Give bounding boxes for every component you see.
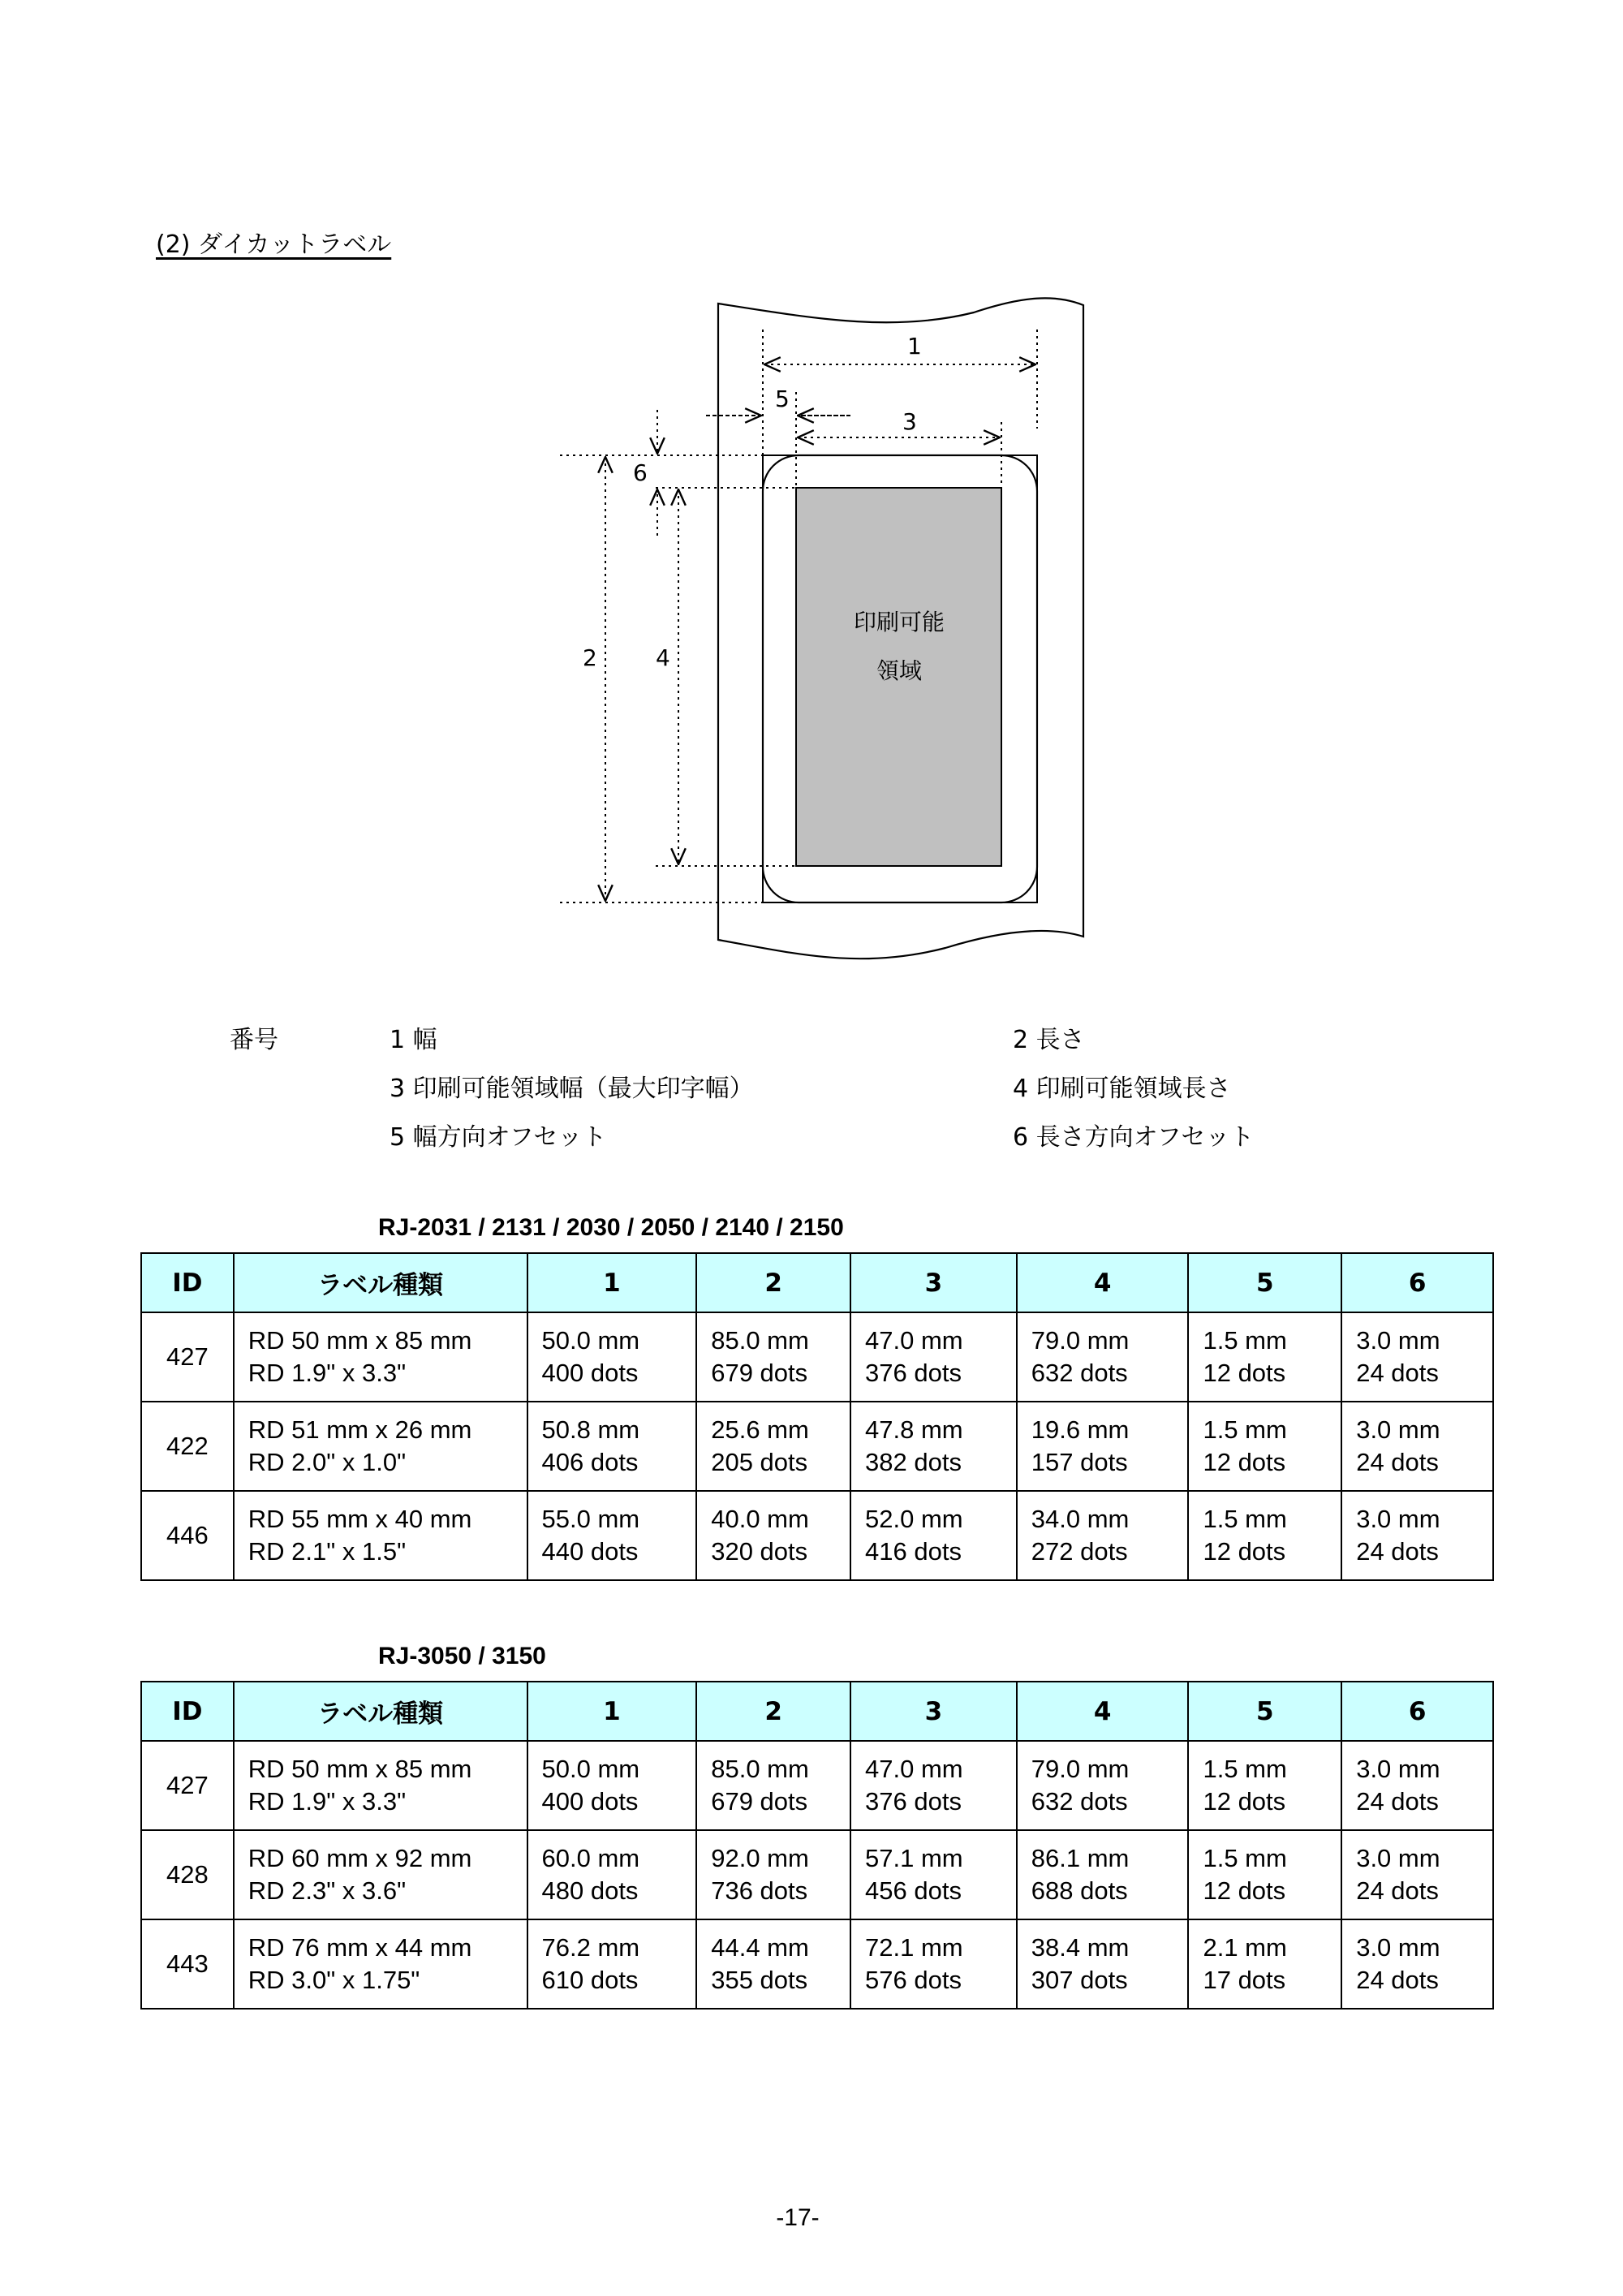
cell-line: 19.6 mm (1031, 1415, 1130, 1444)
value-cell (850, 1402, 1017, 1491)
cell-line: 12 dots (1203, 1876, 1286, 1905)
cell-line: 52.0 mm (865, 1505, 963, 1533)
cell-line: 610 dots (541, 1966, 639, 1994)
cell-line: 679 dots (711, 1787, 808, 1816)
cell-line: 1.5 mm (1203, 1326, 1287, 1355)
legend-item-1: 1 幅 (390, 1026, 437, 1054)
table-row (141, 1741, 1493, 1830)
cell-line: 3.0 mm (1356, 1755, 1440, 1783)
value-cell (527, 1830, 697, 1919)
cell-line: 55.0 mm (541, 1505, 640, 1533)
cell-line: 79.0 mm (1031, 1755, 1130, 1783)
cell-line: 679 dots (711, 1359, 808, 1387)
value-cell (1017, 1741, 1189, 1830)
value-cell (527, 1402, 697, 1491)
cell-line: RD 2.0" x 1.0" (248, 1448, 407, 1476)
cell-line: 24 dots (1356, 1448, 1439, 1476)
header-cell: 3 (850, 1682, 1017, 1741)
table-row (141, 1491, 1493, 1580)
cell-line: 25.6 mm (711, 1415, 809, 1444)
cell-line: 50.0 mm (541, 1326, 640, 1355)
cell-line: 157 dots (1031, 1448, 1128, 1476)
label-type-cell (234, 1830, 527, 1919)
dimension-4-label: 4 (656, 644, 670, 671)
cell-line: 60.0 mm (541, 1844, 640, 1872)
legend-item-4: 4 印刷可能領域長さ (1013, 1075, 1231, 1103)
id-cell: 443 (141, 1919, 234, 2009)
header-cell: 4 (1017, 1253, 1189, 1312)
cell-line: RD 1.9" x 3.3" (248, 1787, 407, 1816)
table-row (141, 1402, 1493, 1491)
cell-line: 50.8 mm (541, 1415, 640, 1444)
cell-line: 17 dots (1203, 1966, 1286, 1994)
dimension-1-label: 1 (907, 333, 922, 360)
cell-line: RD 1.9" x 3.3" (248, 1359, 407, 1387)
value-cell (527, 1312, 697, 1402)
value-cell (527, 1919, 697, 2009)
cell-line: 376 dots (865, 1787, 962, 1816)
cell-line: 24 dots (1356, 1359, 1439, 1387)
cell-line: 24 dots (1356, 1876, 1439, 1905)
cell-line: 2.1 mm (1203, 1933, 1287, 1962)
label-type-cell (234, 1741, 527, 1830)
value-cell (696, 1919, 850, 2009)
cell-line: 47.8 mm (865, 1415, 963, 1444)
value-cell (1188, 1491, 1341, 1580)
cell-line: 632 dots (1031, 1787, 1128, 1816)
header-cell: 1 (527, 1253, 697, 1312)
label-type-cell (234, 1919, 527, 2009)
dimension-3-label: 3 (902, 408, 917, 435)
value-cell (1341, 1491, 1493, 1580)
dimension-6-label: 6 (633, 459, 648, 486)
cell-line: 416 dots (865, 1537, 962, 1566)
cell-line: 40.0 mm (711, 1505, 809, 1533)
id-cell: 428 (141, 1830, 234, 1919)
cell-line: RD 3.0" x 1.75" (248, 1966, 420, 1994)
cell-line: 12 dots (1203, 1448, 1286, 1476)
value-cell (1188, 1830, 1341, 1919)
cell-line: 1.5 mm (1203, 1755, 1287, 1783)
cell-line: RD 2.1" x 1.5" (248, 1537, 407, 1566)
table-row (141, 1312, 1493, 1402)
cell-line: 47.0 mm (865, 1755, 963, 1783)
cell-line: 57.1 mm (865, 1844, 963, 1872)
value-cell (696, 1491, 850, 1580)
value-cell (850, 1741, 1017, 1830)
value-cell (1341, 1741, 1493, 1830)
header-cell: 5 (1188, 1253, 1341, 1312)
table-row (141, 1919, 1493, 2009)
cell-line: 400 dots (541, 1787, 639, 1816)
cell-line: 576 dots (865, 1966, 962, 1994)
printable-area-label-line1: 印刷可能 (853, 609, 945, 635)
cell-line: RD 60 mm x 92 mm (248, 1844, 472, 1872)
header-cell: ID (141, 1253, 234, 1312)
value-cell (1188, 1919, 1341, 2009)
label-type-cell (234, 1312, 527, 1402)
value-cell (1188, 1312, 1341, 1402)
value-cell (1341, 1830, 1493, 1919)
value-cell (696, 1830, 850, 1919)
cell-line: RD 55 mm x 40 mm (248, 1505, 472, 1533)
cell-line: 24 dots (1356, 1787, 1439, 1816)
value-cell (1341, 1919, 1493, 2009)
page-number: -17- (776, 2204, 820, 2231)
table-header-row (141, 1682, 1493, 1741)
cell-line: 1.5 mm (1203, 1844, 1287, 1872)
header-cell: ID (141, 1682, 234, 1741)
cell-line: 3.0 mm (1356, 1415, 1440, 1444)
cell-line: RD 76 mm x 44 mm (248, 1933, 472, 1962)
table-2-title: RJ-3050 / 3150 (378, 1643, 546, 1669)
value-cell (696, 1312, 850, 1402)
cell-line: 1.5 mm (1203, 1505, 1287, 1533)
cell-line: 44.4 mm (711, 1933, 809, 1962)
cell-line: 205 dots (711, 1448, 808, 1476)
cell-line: 72.1 mm (865, 1933, 963, 1962)
legend-item-5: 5 幅方向オフセット (390, 1123, 607, 1152)
printable-area-label-line2: 領域 (876, 657, 923, 684)
value-cell (696, 1741, 850, 1830)
cell-line: 50.0 mm (541, 1755, 640, 1783)
value-cell (1017, 1312, 1189, 1402)
header-cell: 6 (1341, 1253, 1493, 1312)
cell-line: 3.0 mm (1356, 1933, 1440, 1962)
cell-line: 400 dots (541, 1359, 639, 1387)
cell-line: 34.0 mm (1031, 1505, 1130, 1533)
cell-line: 406 dots (541, 1448, 639, 1476)
legend-heading: 番号 (230, 1026, 278, 1054)
cell-line: RD 50 mm x 85 mm (248, 1755, 472, 1783)
cell-line: 12 dots (1203, 1359, 1286, 1387)
table-2 (140, 1681, 1494, 2010)
cell-line: 480 dots (541, 1876, 639, 1905)
cell-line: 688 dots (1031, 1876, 1128, 1905)
legend-item-6: 6 長さ方向オフセット (1013, 1123, 1255, 1152)
value-cell (1341, 1402, 1493, 1491)
header-cell: 4 (1017, 1682, 1189, 1741)
cell-line: RD 2.3" x 3.6" (248, 1876, 407, 1905)
value-cell (850, 1312, 1017, 1402)
value-cell (850, 1919, 1017, 2009)
cell-line: 24 dots (1356, 1537, 1439, 1566)
cell-line: 3.0 mm (1356, 1326, 1440, 1355)
value-cell (850, 1491, 1017, 1580)
cell-line: 3.0 mm (1356, 1505, 1440, 1533)
table-1-title: RJ-2031 / 2131 / 2030 / 2050 / 2140 / 2150 (378, 1214, 844, 1241)
id-cell: 422 (141, 1402, 234, 1491)
cell-line: 85.0 mm (711, 1326, 809, 1355)
value-cell (1017, 1402, 1189, 1491)
cell-line: 85.0 mm (711, 1755, 809, 1783)
cell-line: 79.0 mm (1031, 1326, 1130, 1355)
header-cell: 3 (850, 1253, 1017, 1312)
cell-line: RD 50 mm x 85 mm (248, 1326, 472, 1355)
id-cell: 427 (141, 1741, 234, 1830)
value-cell (1188, 1741, 1341, 1830)
header-cell: 5 (1188, 1682, 1341, 1741)
cell-line: 92.0 mm (711, 1844, 809, 1872)
section-title: (2) ダイカットラベル (156, 230, 392, 259)
value-cell (527, 1491, 697, 1580)
header-cell: 1 (527, 1682, 697, 1741)
cell-line: 24 dots (1356, 1966, 1439, 1994)
value-cell (527, 1741, 697, 1830)
value-cell (696, 1402, 850, 1491)
cell-line: 38.4 mm (1031, 1933, 1130, 1962)
label-type-cell (234, 1491, 527, 1580)
dimension-2-label: 2 (583, 644, 597, 671)
cell-line: 307 dots (1031, 1966, 1128, 1994)
value-cell (1188, 1402, 1341, 1491)
cell-line: 12 dots (1203, 1787, 1286, 1816)
legend-item-3: 3 印刷可能領域幅（最大印字幅） (390, 1075, 754, 1103)
header-cell: 2 (696, 1253, 850, 1312)
value-cell (850, 1830, 1017, 1919)
value-cell (1017, 1491, 1189, 1580)
legend-item-2: 2 長さ (1013, 1026, 1085, 1054)
cell-line: 272 dots (1031, 1537, 1128, 1566)
cell-line: 736 dots (711, 1876, 808, 1905)
value-cell (1017, 1830, 1189, 1919)
cell-line: 1.5 mm (1203, 1415, 1287, 1444)
table-row (141, 1830, 1493, 1919)
cell-line: 47.0 mm (865, 1326, 963, 1355)
id-cell: 446 (141, 1491, 234, 1580)
cell-line: 3.0 mm (1356, 1844, 1440, 1872)
table-header-row (141, 1253, 1493, 1312)
header-cell: ラベル種類 (234, 1253, 527, 1312)
cell-line: 632 dots (1031, 1359, 1128, 1387)
header-cell: ラベル種類 (234, 1682, 527, 1741)
header-cell: 6 (1341, 1682, 1493, 1741)
cell-line: 355 dots (711, 1966, 808, 1994)
table-1 (140, 1252, 1494, 1581)
value-cell (1341, 1312, 1493, 1402)
label-type-cell (234, 1402, 527, 1491)
cell-line: 382 dots (865, 1448, 962, 1476)
header-cell: 2 (696, 1682, 850, 1741)
value-cell (1017, 1919, 1189, 2009)
cell-line: 456 dots (865, 1876, 962, 1905)
id-cell: 427 (141, 1312, 234, 1402)
die-cut-label-diagram (0, 0, 1623, 990)
cell-line: RD 51 mm x 26 mm (248, 1415, 472, 1444)
cell-line: 76.2 mm (541, 1933, 640, 1962)
cell-line: 86.1 mm (1031, 1844, 1130, 1872)
cell-line: 320 dots (711, 1537, 808, 1566)
cell-line: 12 dots (1203, 1537, 1286, 1566)
cell-line: 376 dots (865, 1359, 962, 1387)
cell-line: 440 dots (541, 1537, 639, 1566)
dimension-5-label: 5 (775, 386, 790, 412)
